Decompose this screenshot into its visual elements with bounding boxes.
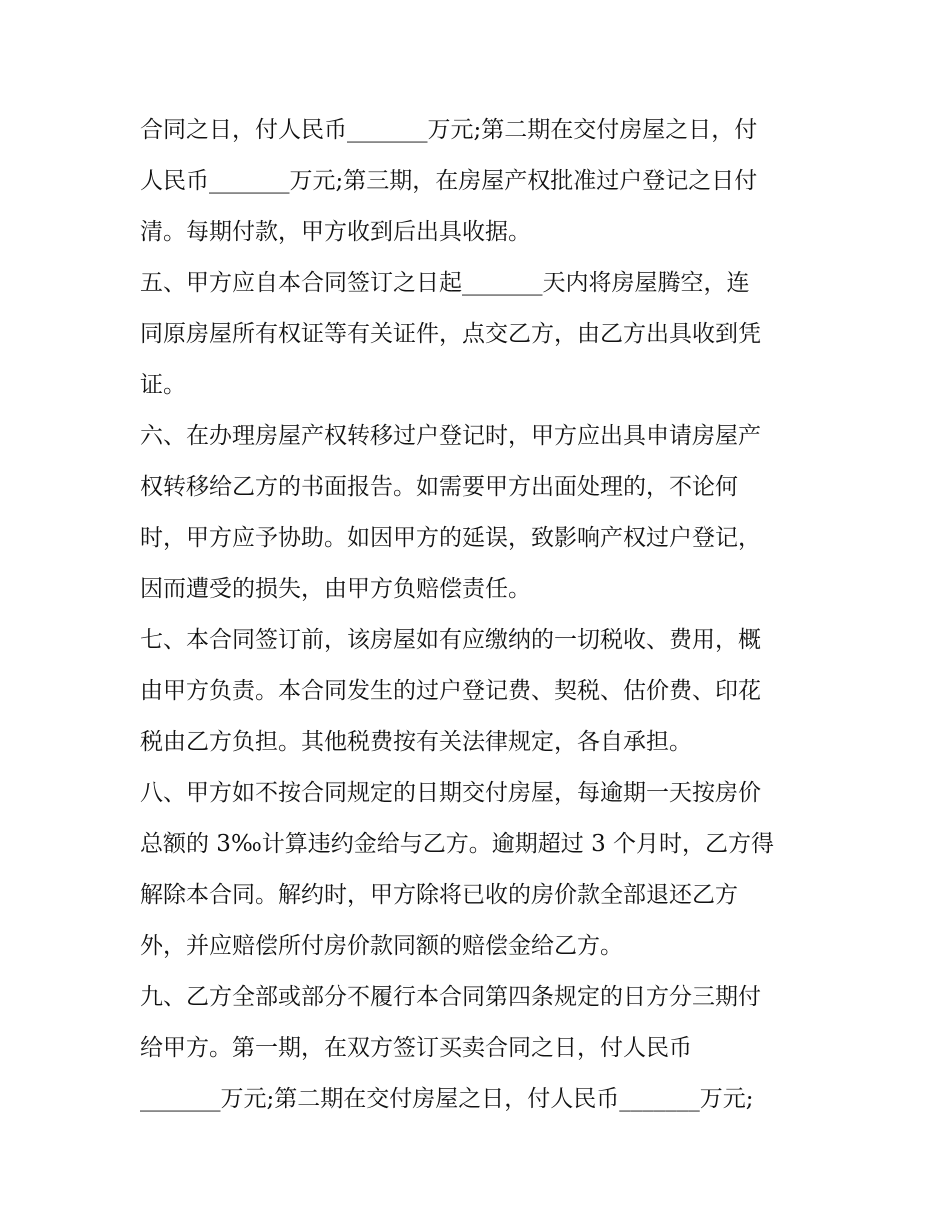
text-line: 时，甲方应予协助。如因甲方的延误，致影响产权过户登记，	[140, 525, 761, 551]
text-line: 六、在办理房屋产权转移过户登记时，甲方应出具申请房屋产	[140, 423, 761, 449]
text-line: 给甲方。第一期，在双方签订买卖合同之日，付人民币	[140, 1035, 692, 1061]
text-line: 八、甲方如不按合同规定的日期交付房屋，每逾期一天按房价	[140, 780, 761, 806]
text-line: 同原房屋所有权证等有关证件，点交乙方，由乙方出具收到凭	[140, 321, 761, 347]
text-line: 人民币_______万元;第三期，在房屋产权批准过户登记之日付	[140, 168, 758, 194]
text-line: 九、乙方全部或部分不履行本合同第四条规定的日方分三期付	[140, 984, 761, 1010]
text-line: 因而遭受的损失，由甲方负赔偿责任。	[140, 576, 531, 602]
text-line: 权转移给乙方的书面报告。如需要甲方出面处理的，不论何	[140, 474, 738, 500]
text-line: 证。	[140, 372, 186, 398]
text-line: 合同之日，付人民币_______万元;第二期在交付房屋之日，付	[140, 117, 758, 143]
text-line: 五、甲方应自本合同签订之日起_______天内将房屋腾空，连	[140, 270, 750, 296]
text-line: 外，并应赔偿所付房价款同额的赔偿金给乙方。	[140, 933, 623, 959]
text-line: 由甲方负责。本合同发生的过户登记费、契税、估价费、印花	[140, 678, 761, 704]
contract-text	[140, 105, 820, 1125]
text-line: 税由乙方负担。其他税费按有关法律规定，各自承担。	[140, 729, 692, 755]
text-line: 总额的 3‰计算违约金给与乙方。逾期超过 3 个月时，乙方得	[140, 831, 775, 857]
text-line: 清。每期付款，甲方收到后出具收据。	[140, 219, 531, 245]
text-line: 解除本合同。解约时，甲方除将已收的房价款全部退还乙方	[140, 882, 738, 908]
text-line: _______万元;第二期在交付房屋之日，付人民币_______万元;	[140, 1086, 754, 1112]
text-line: 七、本合同签订前，该房屋如有应缴纳的一切税收、费用，概	[140, 627, 761, 653]
